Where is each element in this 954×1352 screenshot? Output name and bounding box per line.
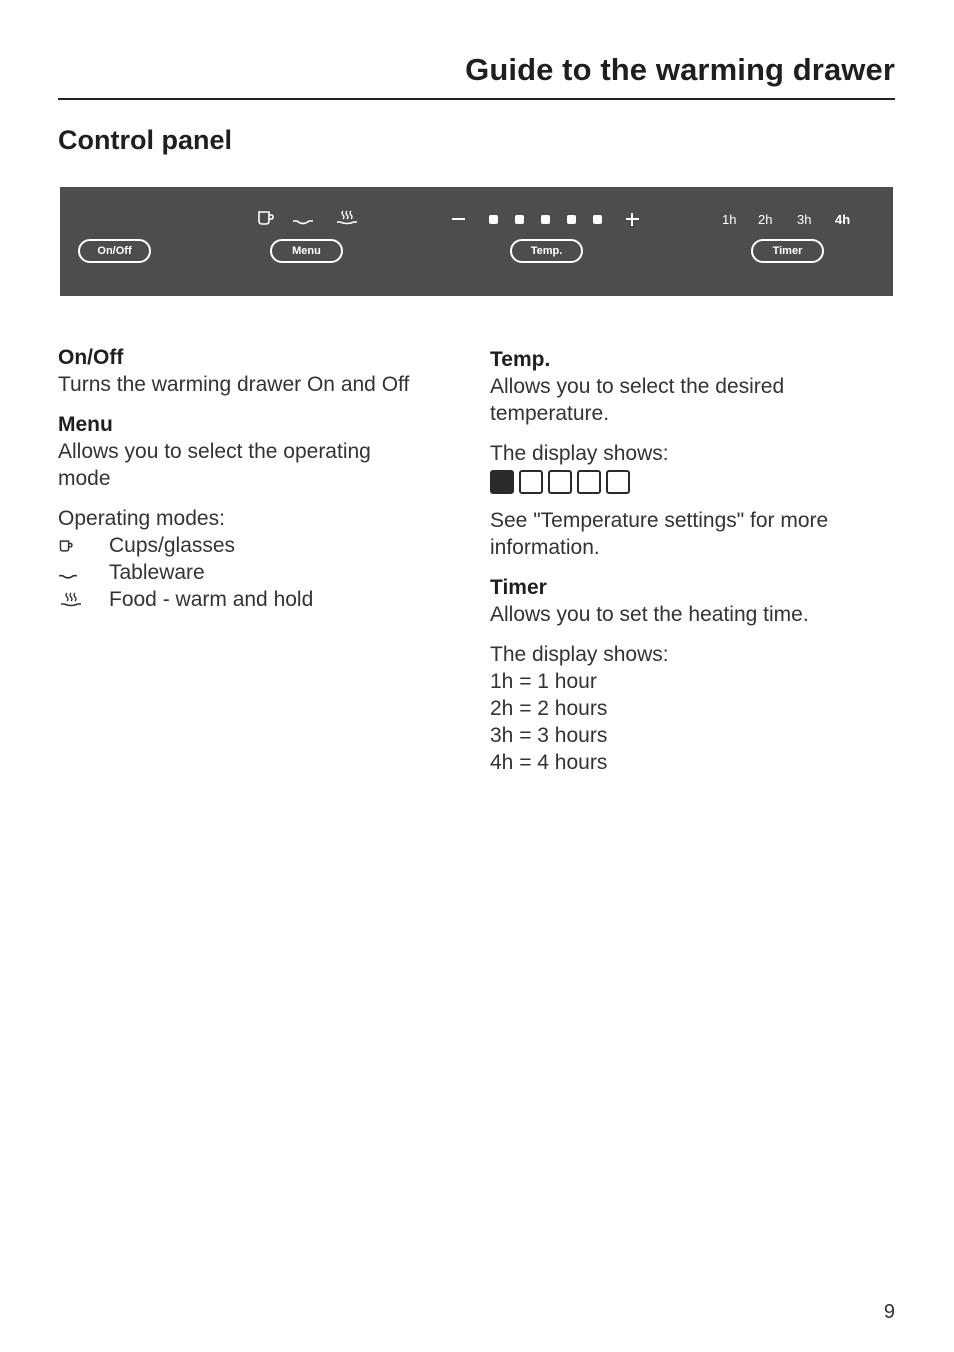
timer-line: 3h = 3 hours bbox=[490, 724, 608, 747]
mode-label: Food - warm and hold bbox=[109, 588, 314, 611]
temp-level-mark bbox=[593, 215, 602, 224]
cup-icon bbox=[256, 209, 278, 227]
timer-label-2h: 2h bbox=[758, 212, 773, 227]
temp-display-intro: The display shows: bbox=[490, 442, 669, 465]
control-panel bbox=[60, 187, 893, 296]
temp-square bbox=[577, 470, 601, 494]
temp-see-more: See "Temperature settings" for more information. bbox=[490, 509, 829, 559]
header-rule bbox=[58, 98, 895, 100]
menu-description: Allows you to select the operating mode bbox=[58, 440, 371, 490]
temp-square bbox=[548, 470, 572, 494]
temp-description: Allows you to select the desired temperature. bbox=[490, 375, 785, 425]
temp-display-squares bbox=[490, 470, 890, 494]
mode-label: Tableware bbox=[109, 561, 205, 584]
temp-level-mark bbox=[541, 215, 550, 224]
temp-square bbox=[606, 470, 630, 494]
mode-row bbox=[58, 532, 458, 559]
mode-label: Cups/glasses bbox=[109, 534, 236, 557]
timer-label-3h: 3h bbox=[797, 212, 812, 227]
timer-line: 1h = 1 hour bbox=[490, 670, 597, 693]
food-steam-icon bbox=[336, 209, 358, 227]
temp-button[interactable]: Temp. bbox=[510, 239, 583, 263]
timer-label-4h: 4h bbox=[835, 212, 851, 227]
left-column bbox=[58, 344, 458, 613]
temp-minus-icon bbox=[452, 218, 465, 220]
tableware-icon bbox=[58, 565, 78, 581]
temp-square bbox=[519, 470, 543, 494]
timer-label-1h: 1h bbox=[722, 212, 737, 227]
temp-level-mark bbox=[489, 215, 498, 224]
timer-line: 2h = 2 hours bbox=[490, 697, 608, 720]
mode-row bbox=[58, 586, 458, 613]
menu-heading: Menu bbox=[58, 413, 113, 436]
mode-row bbox=[58, 559, 458, 586]
page-number: 9 bbox=[883, 1301, 895, 1323]
temp-level-mark bbox=[515, 215, 524, 224]
food-steam-icon bbox=[58, 591, 84, 609]
timer-description: Allows you to set the heating time. bbox=[490, 603, 809, 626]
onoff-button[interactable]: On/Off bbox=[78, 239, 151, 263]
timer-display-intro: The display shows: bbox=[490, 643, 669, 666]
timer-heading: Timer bbox=[490, 576, 547, 599]
right-column bbox=[490, 346, 890, 776]
modes-intro: Operating modes: bbox=[58, 507, 225, 530]
menu-button[interactable]: Menu bbox=[270, 239, 343, 263]
timer-line: 4h = 4 hours bbox=[490, 751, 608, 774]
tableware-icon bbox=[292, 209, 314, 227]
temp-heading: Temp. bbox=[490, 348, 551, 371]
cup-icon bbox=[58, 538, 76, 554]
timer-button[interactable]: Timer bbox=[751, 239, 824, 263]
temp-square-filled bbox=[490, 470, 514, 494]
section-title: Control panel bbox=[58, 125, 232, 155]
onoff-description: Turns the warming drawer On and Off bbox=[58, 373, 410, 396]
temp-level-mark bbox=[567, 215, 576, 224]
page-header-title: Guide to the warming drawer bbox=[465, 52, 895, 87]
onoff-heading: On/Off bbox=[58, 346, 124, 369]
